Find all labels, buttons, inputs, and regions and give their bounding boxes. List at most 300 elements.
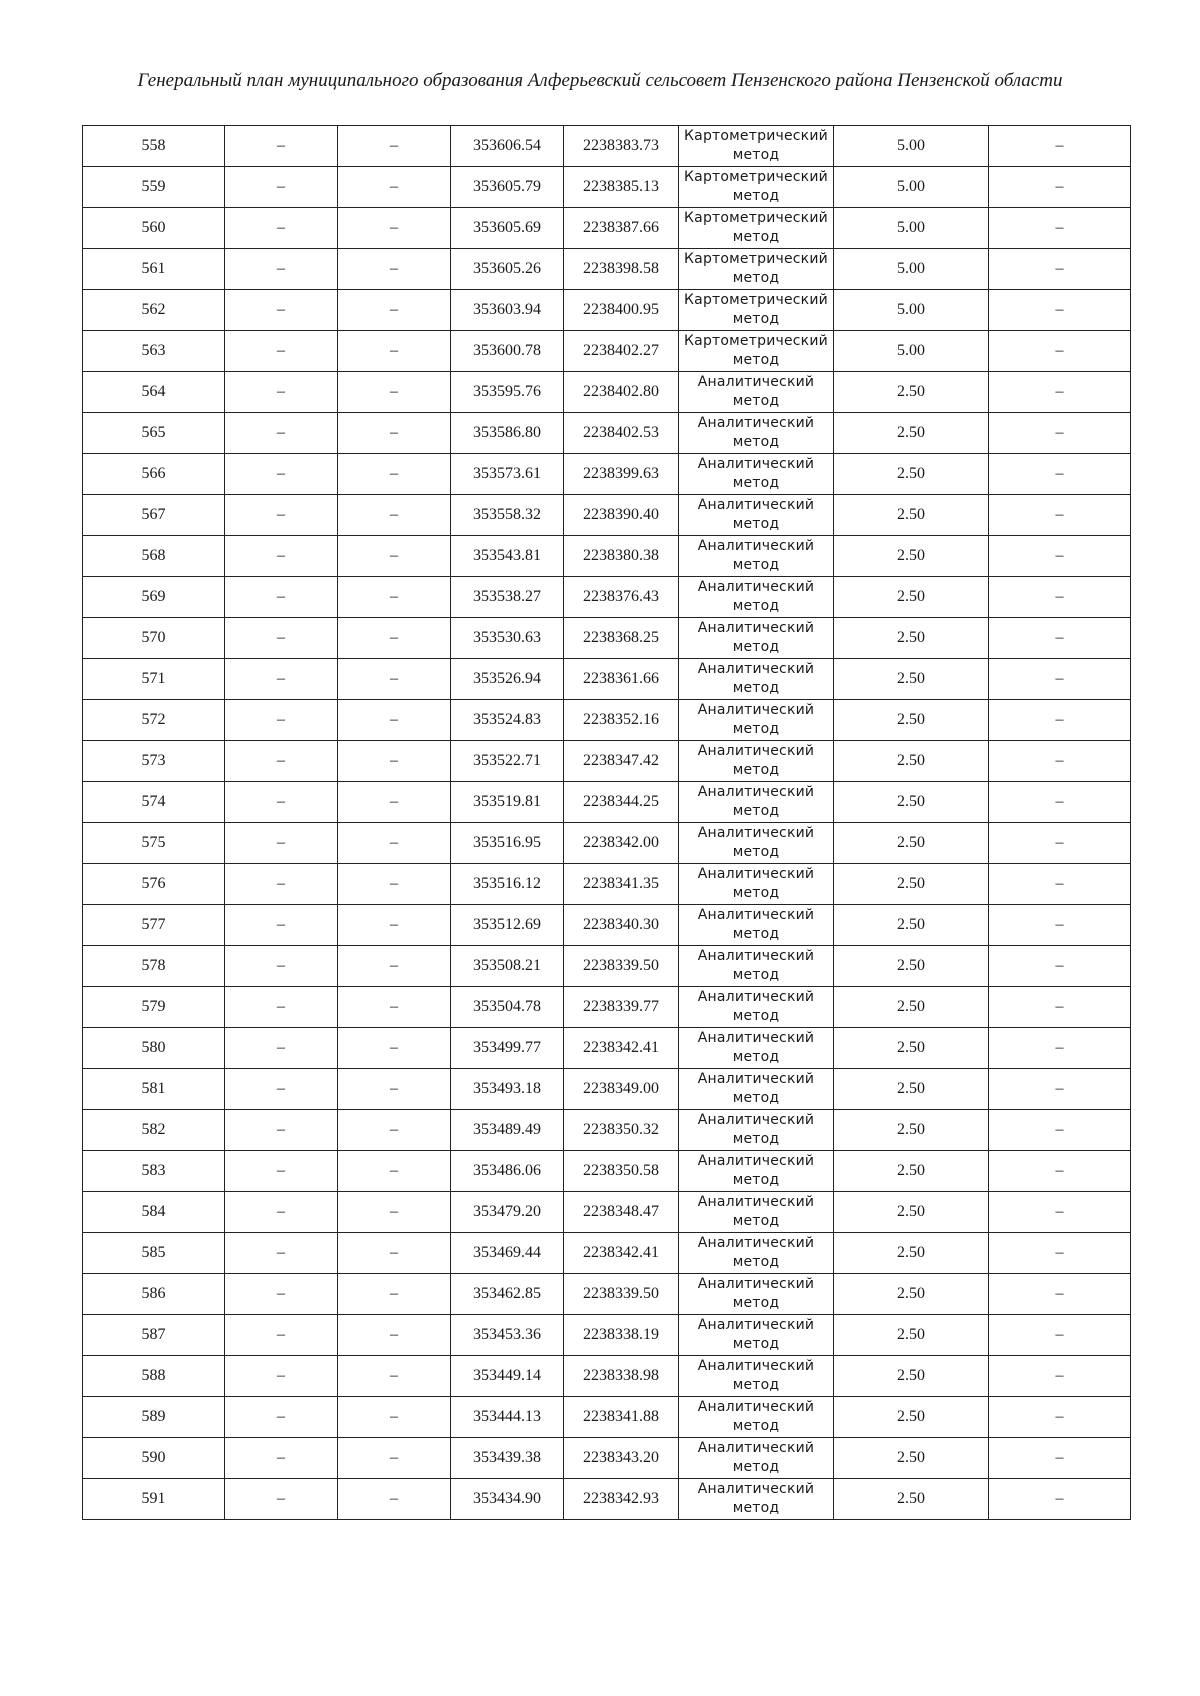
y-coordinate-cell: 2238402.27 xyxy=(564,331,679,372)
empty-cell: – xyxy=(338,167,451,208)
accuracy-cell: 5.00 xyxy=(834,126,989,167)
y-coordinate-cell: 2238344.25 xyxy=(564,782,679,823)
empty-cell: – xyxy=(225,1479,338,1520)
empty-cell: – xyxy=(225,1397,338,1438)
method-cell: Аналитический метод xyxy=(679,1028,834,1069)
x-coordinate-cell: 353603.94 xyxy=(451,290,564,331)
empty-cell: – xyxy=(338,454,451,495)
table-row xyxy=(83,1438,1131,1479)
empty-cell: – xyxy=(338,905,451,946)
point-number-cell: 571 xyxy=(83,659,225,700)
y-coordinate-cell: 2238341.88 xyxy=(564,1397,679,1438)
y-coordinate-cell: 2238340.30 xyxy=(564,905,679,946)
empty-cell: – xyxy=(225,1151,338,1192)
empty-cell: – xyxy=(225,208,338,249)
point-number-cell: 576 xyxy=(83,864,225,905)
empty-cell: – xyxy=(989,536,1131,577)
point-number-cell: 589 xyxy=(83,1397,225,1438)
y-coordinate-cell: 2238380.38 xyxy=(564,536,679,577)
method-cell: Аналитический метод xyxy=(679,1274,834,1315)
empty-cell: – xyxy=(338,290,451,331)
table-row xyxy=(83,1151,1131,1192)
empty-cell: – xyxy=(989,1315,1131,1356)
empty-cell: – xyxy=(225,987,338,1028)
empty-cell: – xyxy=(225,1069,338,1110)
y-coordinate-cell: 2238342.00 xyxy=(564,823,679,864)
accuracy-cell: 2.50 xyxy=(834,536,989,577)
accuracy-cell: 2.50 xyxy=(834,1397,989,1438)
empty-cell: – xyxy=(338,1438,451,1479)
point-number-cell: 566 xyxy=(83,454,225,495)
empty-cell: – xyxy=(338,1233,451,1274)
empty-cell: – xyxy=(989,700,1131,741)
empty-cell: – xyxy=(225,1192,338,1233)
point-number-cell: 558 xyxy=(83,126,225,167)
empty-cell: – xyxy=(225,249,338,290)
table-row xyxy=(83,577,1131,618)
empty-cell: – xyxy=(225,1438,338,1479)
method-cell: Аналитический метод xyxy=(679,618,834,659)
table-row xyxy=(83,208,1131,249)
accuracy-cell: 2.50 xyxy=(834,782,989,823)
x-coordinate-cell: 353558.32 xyxy=(451,495,564,536)
empty-cell: – xyxy=(338,1479,451,1520)
method-cell: Аналитический метод xyxy=(679,577,834,618)
table-row xyxy=(83,413,1131,454)
x-coordinate-cell: 353489.49 xyxy=(451,1110,564,1151)
method-cell: Аналитический метод xyxy=(679,659,834,700)
empty-cell: – xyxy=(338,577,451,618)
x-coordinate-cell: 353605.69 xyxy=(451,208,564,249)
table-row xyxy=(83,1233,1131,1274)
y-coordinate-cell: 2238368.25 xyxy=(564,618,679,659)
accuracy-cell: 2.50 xyxy=(834,700,989,741)
empty-cell: – xyxy=(225,1233,338,1274)
empty-cell: – xyxy=(225,536,338,577)
empty-cell: – xyxy=(338,823,451,864)
point-number-cell: 565 xyxy=(83,413,225,454)
x-coordinate-cell: 353516.95 xyxy=(451,823,564,864)
point-number-cell: 578 xyxy=(83,946,225,987)
empty-cell: – xyxy=(989,782,1131,823)
method-cell: Аналитический метод xyxy=(679,782,834,823)
empty-cell: – xyxy=(338,1110,451,1151)
method-cell: Аналитический метод xyxy=(679,495,834,536)
point-number-cell: 564 xyxy=(83,372,225,413)
table-row xyxy=(83,1479,1131,1520)
accuracy-cell: 2.50 xyxy=(834,577,989,618)
empty-cell: – xyxy=(338,1028,451,1069)
empty-cell: – xyxy=(225,495,338,536)
x-coordinate-cell: 353516.12 xyxy=(451,864,564,905)
empty-cell: – xyxy=(338,372,451,413)
empty-cell: – xyxy=(225,864,338,905)
point-number-cell: 570 xyxy=(83,618,225,659)
empty-cell: – xyxy=(989,126,1131,167)
point-number-cell: 583 xyxy=(83,1151,225,1192)
point-number-cell: 588 xyxy=(83,1356,225,1397)
point-number-cell: 575 xyxy=(83,823,225,864)
x-coordinate-cell: 353493.18 xyxy=(451,1069,564,1110)
point-number-cell: 590 xyxy=(83,1438,225,1479)
y-coordinate-cell: 2238387.66 xyxy=(564,208,679,249)
point-number-cell: 591 xyxy=(83,1479,225,1520)
table-row xyxy=(83,454,1131,495)
x-coordinate-cell: 353469.44 xyxy=(451,1233,564,1274)
accuracy-cell: 2.50 xyxy=(834,1192,989,1233)
method-cell: Аналитический метод xyxy=(679,946,834,987)
table-row xyxy=(83,167,1131,208)
accuracy-cell: 2.50 xyxy=(834,454,989,495)
empty-cell: – xyxy=(225,126,338,167)
point-number-cell: 563 xyxy=(83,331,225,372)
point-number-cell: 579 xyxy=(83,987,225,1028)
y-coordinate-cell: 2238350.58 xyxy=(564,1151,679,1192)
x-coordinate-cell: 353449.14 xyxy=(451,1356,564,1397)
table-row xyxy=(83,659,1131,700)
x-coordinate-cell: 353504.78 xyxy=(451,987,564,1028)
empty-cell: – xyxy=(338,208,451,249)
y-coordinate-cell: 2238341.35 xyxy=(564,864,679,905)
table-row xyxy=(83,700,1131,741)
y-coordinate-cell: 2238348.47 xyxy=(564,1192,679,1233)
table-row xyxy=(83,126,1131,167)
empty-cell: – xyxy=(225,1274,338,1315)
method-cell: Аналитический метод xyxy=(679,823,834,864)
table-row xyxy=(83,905,1131,946)
x-coordinate-cell: 353524.83 xyxy=(451,700,564,741)
point-number-cell: 587 xyxy=(83,1315,225,1356)
empty-cell: – xyxy=(989,659,1131,700)
empty-cell: – xyxy=(225,700,338,741)
y-coordinate-cell: 2238398.58 xyxy=(564,249,679,290)
x-coordinate-cell: 353519.81 xyxy=(451,782,564,823)
accuracy-cell: 2.50 xyxy=(834,864,989,905)
x-coordinate-cell: 353479.20 xyxy=(451,1192,564,1233)
empty-cell: – xyxy=(989,331,1131,372)
method-cell: Аналитический метод xyxy=(679,1192,834,1233)
y-coordinate-cell: 2238342.41 xyxy=(564,1233,679,1274)
method-cell: Аналитический метод xyxy=(679,1110,834,1151)
y-coordinate-cell: 2238376.43 xyxy=(564,577,679,618)
empty-cell: – xyxy=(225,454,338,495)
accuracy-cell: 2.50 xyxy=(834,372,989,413)
point-number-cell: 568 xyxy=(83,536,225,577)
point-number-cell: 585 xyxy=(83,1233,225,1274)
table-row xyxy=(83,290,1131,331)
empty-cell: – xyxy=(225,823,338,864)
table-row xyxy=(83,741,1131,782)
accuracy-cell: 5.00 xyxy=(834,167,989,208)
y-coordinate-cell: 2238402.53 xyxy=(564,413,679,454)
y-coordinate-cell: 2238338.98 xyxy=(564,1356,679,1397)
point-number-cell: 586 xyxy=(83,1274,225,1315)
empty-cell: – xyxy=(989,1397,1131,1438)
empty-cell: – xyxy=(225,331,338,372)
y-coordinate-cell: 2238342.41 xyxy=(564,1028,679,1069)
point-number-cell: 572 xyxy=(83,700,225,741)
y-coordinate-cell: 2238400.95 xyxy=(564,290,679,331)
y-coordinate-cell: 2238339.77 xyxy=(564,987,679,1028)
empty-cell: – xyxy=(338,782,451,823)
empty-cell: – xyxy=(338,618,451,659)
point-number-cell: 561 xyxy=(83,249,225,290)
accuracy-cell: 2.50 xyxy=(834,1479,989,1520)
table-row xyxy=(83,1192,1131,1233)
table-row xyxy=(83,823,1131,864)
empty-cell: – xyxy=(338,1151,451,1192)
method-cell: Аналитический метод xyxy=(679,536,834,577)
y-coordinate-cell: 2238402.80 xyxy=(564,372,679,413)
empty-cell: – xyxy=(989,577,1131,618)
empty-cell: – xyxy=(989,864,1131,905)
y-coordinate-cell: 2238383.73 xyxy=(564,126,679,167)
accuracy-cell: 2.50 xyxy=(834,1356,989,1397)
empty-cell: – xyxy=(989,1438,1131,1479)
empty-cell: – xyxy=(338,249,451,290)
empty-cell: – xyxy=(989,987,1131,1028)
accuracy-cell: 2.50 xyxy=(834,659,989,700)
empty-cell: – xyxy=(989,454,1131,495)
table-row xyxy=(83,495,1131,536)
point-number-cell: 584 xyxy=(83,1192,225,1233)
accuracy-cell: 2.50 xyxy=(834,1069,989,1110)
empty-cell: – xyxy=(989,946,1131,987)
x-coordinate-cell: 353453.36 xyxy=(451,1315,564,1356)
table-row xyxy=(83,331,1131,372)
method-cell: Аналитический метод xyxy=(679,864,834,905)
x-coordinate-cell: 353512.69 xyxy=(451,905,564,946)
accuracy-cell: 5.00 xyxy=(834,290,989,331)
method-cell: Аналитический метод xyxy=(679,1233,834,1274)
table-row xyxy=(83,1028,1131,1069)
empty-cell: – xyxy=(225,946,338,987)
empty-cell: – xyxy=(989,1110,1131,1151)
y-coordinate-cell: 2238343.20 xyxy=(564,1438,679,1479)
x-coordinate-cell: 353530.63 xyxy=(451,618,564,659)
method-cell: Аналитический метод xyxy=(679,1151,834,1192)
empty-cell: – xyxy=(989,372,1131,413)
empty-cell: – xyxy=(989,1069,1131,1110)
method-cell: Аналитический метод xyxy=(679,1397,834,1438)
empty-cell: – xyxy=(225,1110,338,1151)
empty-cell: – xyxy=(989,618,1131,659)
empty-cell: – xyxy=(989,249,1131,290)
table-row xyxy=(83,1110,1131,1151)
accuracy-cell: 2.50 xyxy=(834,495,989,536)
empty-cell: – xyxy=(989,167,1131,208)
empty-cell: – xyxy=(989,905,1131,946)
empty-cell: – xyxy=(225,1315,338,1356)
method-cell: Аналитический метод xyxy=(679,741,834,782)
table-row xyxy=(83,249,1131,290)
table-row xyxy=(83,1069,1131,1110)
method-cell: Картометрический метод xyxy=(679,167,834,208)
empty-cell: – xyxy=(225,782,338,823)
empty-cell: – xyxy=(225,1028,338,1069)
y-coordinate-cell: 2238350.32 xyxy=(564,1110,679,1151)
point-number-cell: 560 xyxy=(83,208,225,249)
method-cell: Аналитический метод xyxy=(679,1438,834,1479)
accuracy-cell: 2.50 xyxy=(834,1151,989,1192)
coordinates-table xyxy=(82,125,1131,1520)
table-row xyxy=(83,618,1131,659)
table-row xyxy=(83,1356,1131,1397)
accuracy-cell: 5.00 xyxy=(834,249,989,290)
accuracy-cell: 2.50 xyxy=(834,413,989,454)
accuracy-cell: 5.00 xyxy=(834,331,989,372)
method-cell: Аналитический метод xyxy=(679,454,834,495)
table-row xyxy=(83,782,1131,823)
empty-cell: – xyxy=(989,1028,1131,1069)
x-coordinate-cell: 353605.26 xyxy=(451,249,564,290)
accuracy-cell: 2.50 xyxy=(834,1110,989,1151)
empty-cell: – xyxy=(338,413,451,454)
y-coordinate-cell: 2238347.42 xyxy=(564,741,679,782)
accuracy-cell: 2.50 xyxy=(834,946,989,987)
accuracy-cell: 2.50 xyxy=(834,1028,989,1069)
page-header: Генеральный план муниципального образования Алферьевский сельсовет Пензенского района Пензенской области xyxy=(137,70,1063,91)
empty-cell: – xyxy=(989,1356,1131,1397)
accuracy-cell: 2.50 xyxy=(834,741,989,782)
table-row xyxy=(83,1274,1131,1315)
point-number-cell: 559 xyxy=(83,167,225,208)
empty-cell: – xyxy=(225,1356,338,1397)
empty-cell: – xyxy=(225,618,338,659)
method-cell: Аналитический метод xyxy=(679,1069,834,1110)
x-coordinate-cell: 353600.78 xyxy=(451,331,564,372)
x-coordinate-cell: 353595.76 xyxy=(451,372,564,413)
empty-cell: – xyxy=(225,290,338,331)
method-cell: Картометрический метод xyxy=(679,126,834,167)
x-coordinate-cell: 353573.61 xyxy=(451,454,564,495)
x-coordinate-cell: 353439.38 xyxy=(451,1438,564,1479)
accuracy-cell: 2.50 xyxy=(834,987,989,1028)
y-coordinate-cell: 2238399.63 xyxy=(564,454,679,495)
point-number-cell: 574 xyxy=(83,782,225,823)
x-coordinate-cell: 353499.77 xyxy=(451,1028,564,1069)
x-coordinate-cell: 353543.81 xyxy=(451,536,564,577)
accuracy-cell: 2.50 xyxy=(834,905,989,946)
method-cell: Аналитический метод xyxy=(679,1479,834,1520)
empty-cell: – xyxy=(989,290,1131,331)
empty-cell: – xyxy=(338,741,451,782)
point-number-cell: 562 xyxy=(83,290,225,331)
x-coordinate-cell: 353606.54 xyxy=(451,126,564,167)
empty-cell: – xyxy=(989,1479,1131,1520)
empty-cell: – xyxy=(338,864,451,905)
empty-cell: – xyxy=(338,536,451,577)
method-cell: Аналитический метод xyxy=(679,700,834,741)
point-number-cell: 577 xyxy=(83,905,225,946)
point-number-cell: 580 xyxy=(83,1028,225,1069)
x-coordinate-cell: 353586.80 xyxy=(451,413,564,454)
empty-cell: – xyxy=(989,823,1131,864)
empty-cell: – xyxy=(989,1151,1131,1192)
empty-cell: – xyxy=(338,1274,451,1315)
y-coordinate-cell: 2238338.19 xyxy=(564,1315,679,1356)
method-cell: Картометрический метод xyxy=(679,331,834,372)
table-row xyxy=(83,536,1131,577)
x-coordinate-cell: 353538.27 xyxy=(451,577,564,618)
empty-cell: – xyxy=(338,495,451,536)
empty-cell: – xyxy=(338,987,451,1028)
empty-cell: – xyxy=(225,577,338,618)
table-row xyxy=(83,1315,1131,1356)
empty-cell: – xyxy=(989,495,1131,536)
table-row xyxy=(83,987,1131,1028)
empty-cell: – xyxy=(338,659,451,700)
x-coordinate-cell: 353444.13 xyxy=(451,1397,564,1438)
empty-cell: – xyxy=(225,741,338,782)
y-coordinate-cell: 2238339.50 xyxy=(564,1274,679,1315)
x-coordinate-cell: 353522.71 xyxy=(451,741,564,782)
method-cell: Аналитический метод xyxy=(679,905,834,946)
empty-cell: – xyxy=(989,1192,1131,1233)
method-cell: Аналитический метод xyxy=(679,413,834,454)
empty-cell: – xyxy=(225,905,338,946)
x-coordinate-cell: 353526.94 xyxy=(451,659,564,700)
empty-cell: – xyxy=(338,1356,451,1397)
accuracy-cell: 2.50 xyxy=(834,823,989,864)
x-coordinate-cell: 353434.90 xyxy=(451,1479,564,1520)
empty-cell: – xyxy=(338,700,451,741)
y-coordinate-cell: 2238390.40 xyxy=(564,495,679,536)
empty-cell: – xyxy=(338,1069,451,1110)
x-coordinate-cell: 353486.06 xyxy=(451,1151,564,1192)
x-coordinate-cell: 353605.79 xyxy=(451,167,564,208)
y-coordinate-cell: 2238352.16 xyxy=(564,700,679,741)
x-coordinate-cell: 353462.85 xyxy=(451,1274,564,1315)
empty-cell: – xyxy=(225,167,338,208)
empty-cell: – xyxy=(225,372,338,413)
empty-cell: – xyxy=(225,413,338,454)
empty-cell: – xyxy=(338,126,451,167)
empty-cell: – xyxy=(338,946,451,987)
point-number-cell: 567 xyxy=(83,495,225,536)
point-number-cell: 573 xyxy=(83,741,225,782)
empty-cell: – xyxy=(338,1315,451,1356)
empty-cell: – xyxy=(989,413,1131,454)
y-coordinate-cell: 2238349.00 xyxy=(564,1069,679,1110)
empty-cell: – xyxy=(338,1397,451,1438)
empty-cell: – xyxy=(225,659,338,700)
accuracy-cell: 2.50 xyxy=(834,618,989,659)
x-coordinate-cell: 353508.21 xyxy=(451,946,564,987)
method-cell: Картометрический метод xyxy=(679,208,834,249)
method-cell: Аналитический метод xyxy=(679,372,834,413)
empty-cell: – xyxy=(989,741,1131,782)
y-coordinate-cell: 2238385.13 xyxy=(564,167,679,208)
empty-cell: – xyxy=(989,1233,1131,1274)
method-cell: Аналитический метод xyxy=(679,987,834,1028)
table-row xyxy=(83,946,1131,987)
point-number-cell: 569 xyxy=(83,577,225,618)
point-number-cell: 582 xyxy=(83,1110,225,1151)
accuracy-cell: 2.50 xyxy=(834,1274,989,1315)
accuracy-cell: 5.00 xyxy=(834,208,989,249)
point-number-cell: 581 xyxy=(83,1069,225,1110)
table-row xyxy=(83,1397,1131,1438)
method-cell: Аналитический метод xyxy=(679,1356,834,1397)
y-coordinate-cell: 2238361.66 xyxy=(564,659,679,700)
accuracy-cell: 2.50 xyxy=(834,1233,989,1274)
empty-cell: – xyxy=(338,331,451,372)
accuracy-cell: 2.50 xyxy=(834,1438,989,1479)
empty-cell: – xyxy=(989,208,1131,249)
accuracy-cell: 2.50 xyxy=(834,1315,989,1356)
y-coordinate-cell: 2238339.50 xyxy=(564,946,679,987)
